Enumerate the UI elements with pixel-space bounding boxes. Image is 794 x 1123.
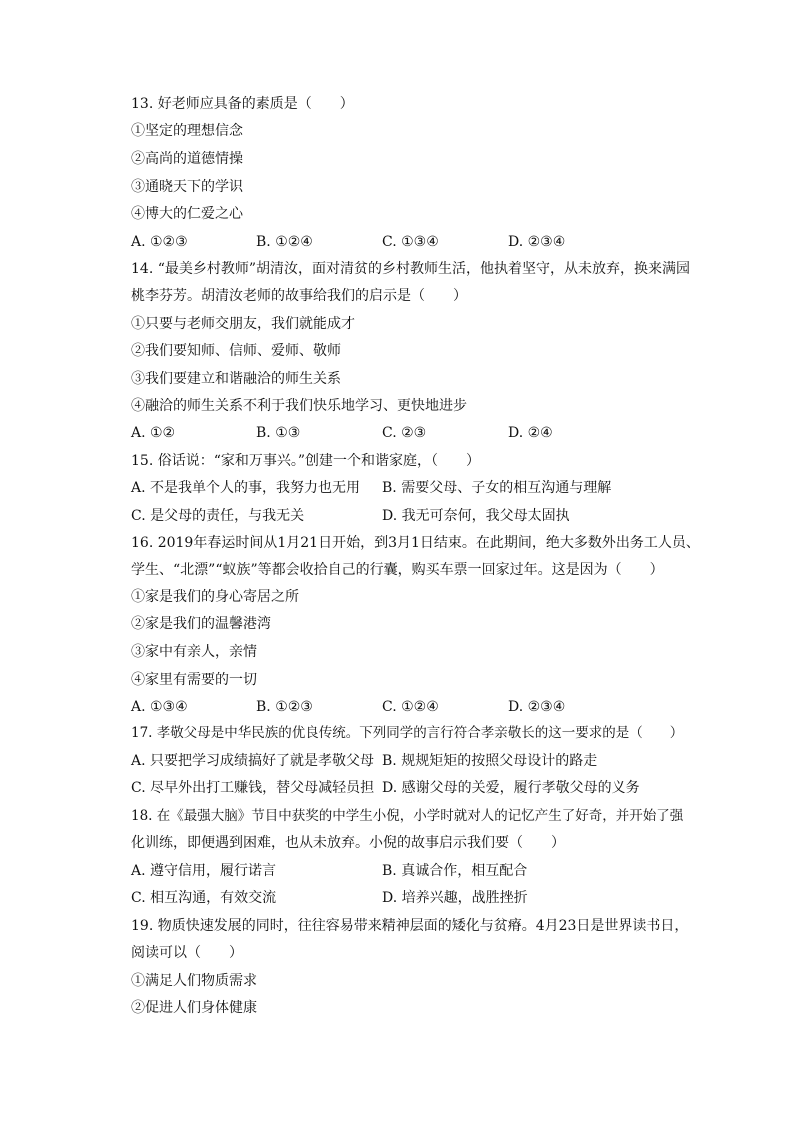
answer-option: A. 不是我单个人的事，我努力也无用 <box>131 480 361 496</box>
question-stem-line: 16. 2019年春运时间从1月21日开始，到3月1日结束。在此期间，绝大多数外出务工人员、 <box>131 535 700 551</box>
answer-option: B. 真诚合作，相互配合 <box>382 863 528 879</box>
question-statement: ①满足人们物质需求 <box>131 973 257 989</box>
answer-option: C. 是父母的责任，与我无关 <box>131 508 305 524</box>
question-statement: ①家是我们的身心寄居之所 <box>131 589 299 605</box>
answer-option: C. ①②④ <box>382 699 439 715</box>
answer-option: B. 规规矩矩的按照父母设计的路走 <box>382 753 598 769</box>
question-statement: ③我们要建立和谐融洽的师生关系 <box>131 371 341 387</box>
question-statement: ③通晓天下的学识 <box>131 179 243 195</box>
answer-option: C. 尽早外出打工赚钱，替父母减轻员担 <box>131 780 375 796</box>
answer-option: C. 相互沟通，有效交流 <box>131 890 277 906</box>
question-stem-line: 19. 物质快速发展的同时，往往容易带来精神层面的矮化与贫瘠。4月23日是世界读书日， <box>131 918 689 934</box>
answer-option: A. ①②③ <box>131 234 188 250</box>
answer-option: A. ①③④ <box>131 699 188 715</box>
question-stem-line: 14. “最美乡村教师”胡清汝，面对清贫的乡村教师生活，他执着坚守，从未放弃，换来满园 <box>131 261 691 277</box>
question-statement: ②促进人们身体健康 <box>131 1000 257 1016</box>
question-statement: ④融洽的师生关系不利于我们快乐地学习、更快地进步 <box>131 398 467 414</box>
answer-option: A. ①② <box>131 425 176 441</box>
answer-option: D. ②③④ <box>508 699 566 715</box>
question-stem-line: 17. 孝敬父母是中华民族的优良传统。下列同学的言行符合孝亲敬长的这一要求的是（ ） <box>131 725 684 741</box>
answer-option: B. ①②④ <box>256 234 313 250</box>
answer-option: D. 培养兴趣，战胜挫折 <box>382 890 528 906</box>
question-statement: ②我们要知师、信师、爱师、敬师 <box>131 343 341 359</box>
question-stem-line: 15. 俗话说：“家和万事兴。”创建一个和谐家庭，（ ） <box>131 453 481 469</box>
answer-option: D. 感谢父母的关爱，履行孝敬父母的义务 <box>382 780 640 796</box>
question-stem-line: 18. 在《最强大脑》节目中获奖的中学生小倪，小学时就对人的记忆产生了好奇，并开始了强 <box>131 808 684 824</box>
question-statement: ②家是我们的温馨港湾 <box>131 616 271 632</box>
question-stem-line: 阅读可以（ ） <box>131 945 243 961</box>
answer-option: C. ①③④ <box>382 234 439 250</box>
answer-option: D. ②④ <box>508 425 553 441</box>
question-stem-line: 学生、“北漂”“蚁族”等都会收拾自己的行囊，购买车票一回家过年。这是因为（ ） <box>131 562 664 578</box>
question-statement: ③家中有亲人，亲情 <box>131 644 257 660</box>
answer-option: C. ②③ <box>382 425 427 441</box>
answer-option: D. 我无可奈何，我父母太固执 <box>382 508 570 524</box>
answer-option: A. 只要把学习成绩搞好了就是孝敬父母 <box>131 753 375 769</box>
answer-option: D. ②③④ <box>508 234 566 250</box>
question-statement: ④家里有需要的一切 <box>131 672 257 688</box>
answer-option: A. 遵守信用，履行诺言 <box>131 863 277 879</box>
answer-option: B. ①②③ <box>256 699 313 715</box>
question-statement: ①坚定的理想信念 <box>131 123 243 139</box>
answer-option: B. 需要父母、子女的相互沟通与理解 <box>382 480 612 496</box>
question-statement: ②高尚的道德情操 <box>131 151 243 167</box>
question-stem-line: 桃李芬芳。胡清汝老师的故事给我们的启示是（ ） <box>131 288 467 304</box>
answer-option: B. ①③ <box>256 425 301 441</box>
question-stem-line: 13. 好老师应具备的素质是（ ） <box>131 96 354 112</box>
question-stem-line: 化训练，即便遇到困难，也从未放弃。小倪的故事启示我们要（ ） <box>131 835 565 851</box>
question-statement: ①只要与老师交朋友，我们就能成才 <box>131 316 355 332</box>
question-statement: ④博大的仁爱之心 <box>131 206 243 222</box>
